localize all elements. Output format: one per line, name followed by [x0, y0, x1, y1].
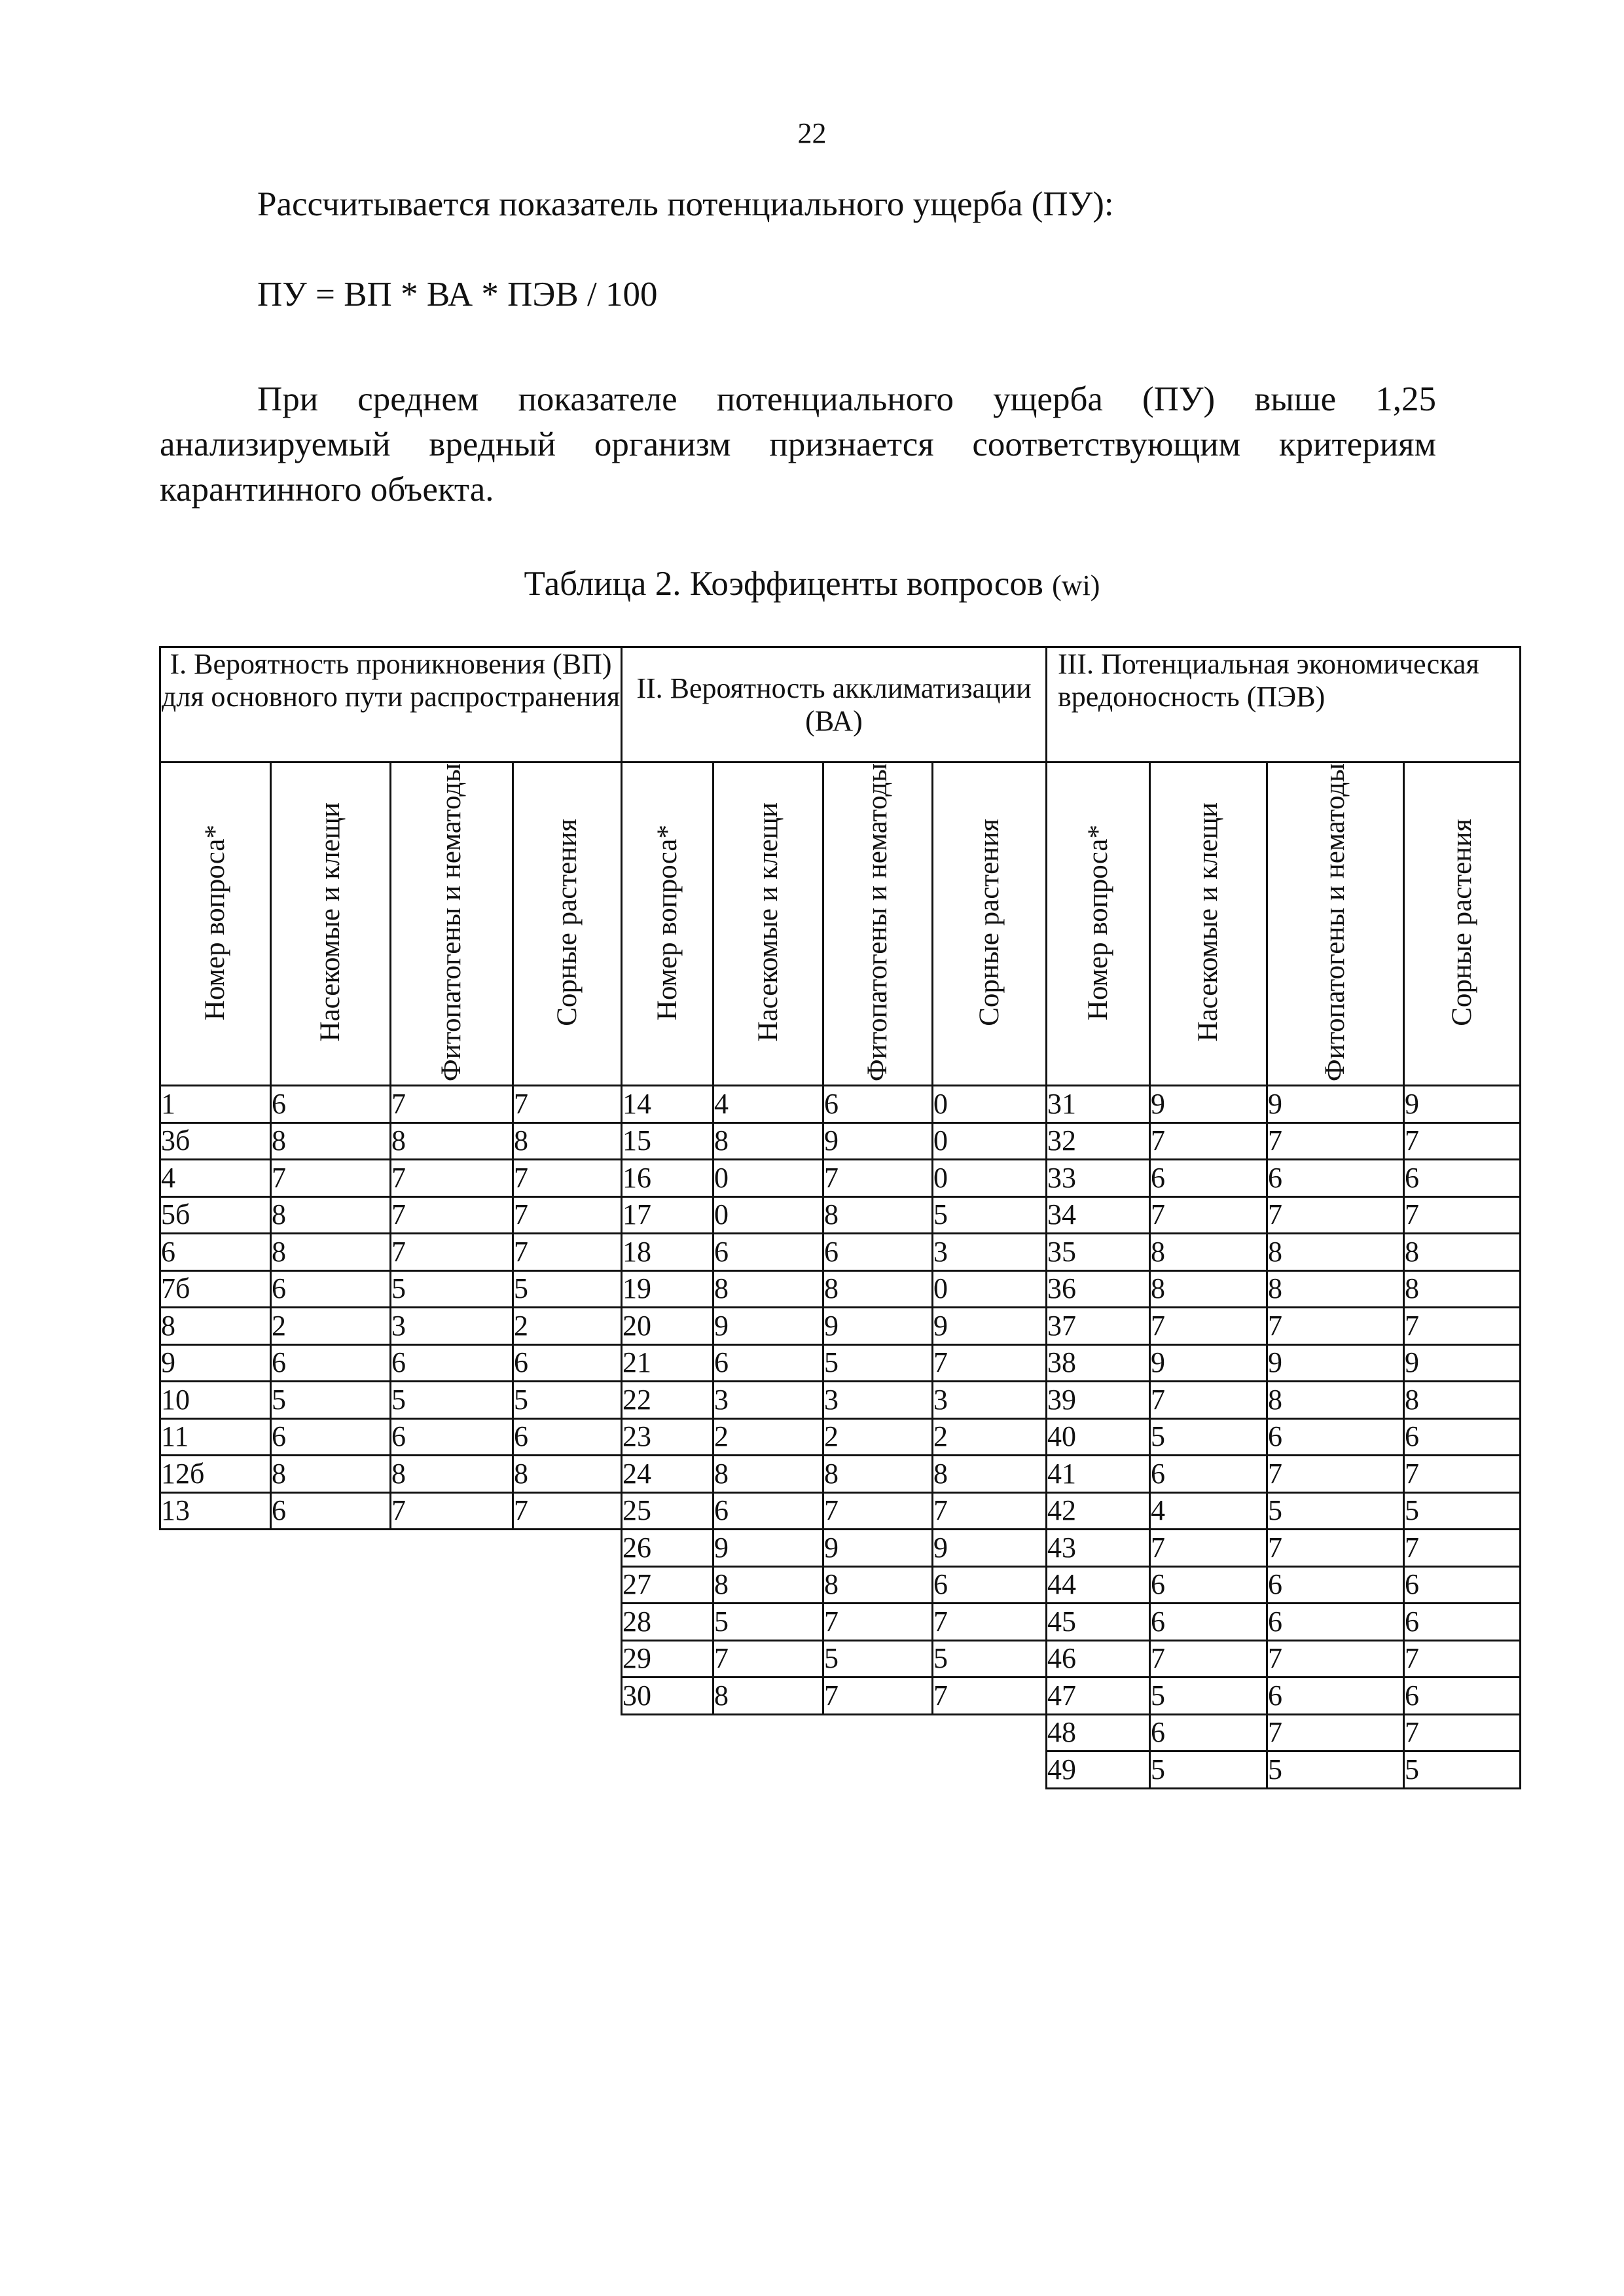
- cell-insects: 3: [713, 1382, 823, 1419]
- cell-question-number: 10: [160, 1382, 271, 1419]
- cell-question-number: 3б: [160, 1122, 271, 1160]
- cell-question-number: 39: [1047, 1382, 1150, 1419]
- cell-question-number: 27: [622, 1566, 713, 1604]
- cell-insects: 7: [271, 1160, 391, 1197]
- cell-insects: 6: [271, 1086, 391, 1123]
- cell-insects: 7: [1150, 1382, 1267, 1419]
- cell-weeds: 7: [933, 1492, 1047, 1530]
- cell-insects: 6: [713, 1234, 823, 1271]
- cell-weeds: 6: [1404, 1604, 1521, 1641]
- cell-question-number: 5б: [160, 1196, 271, 1234]
- cell-question-number: 18: [622, 1234, 713, 1271]
- table-row: [160, 1196, 1521, 1234]
- cell-insects: 9: [713, 1308, 823, 1345]
- cell-question-number: 49: [1047, 1751, 1150, 1789]
- cell-phytopathogens: 7: [391, 1492, 513, 1530]
- cell-question-number: 20: [622, 1308, 713, 1345]
- cell-weeds: 6: [1404, 1566, 1521, 1604]
- cell-question-number: 30: [622, 1677, 713, 1715]
- formula: ПУ = ВП * ВА * ПЭВ / 100: [257, 276, 658, 314]
- cell-weeds: 5: [933, 1196, 1047, 1234]
- table-row: [160, 1344, 1521, 1382]
- cell-phytopathogens: 5: [1267, 1751, 1404, 1789]
- cell-insects: 6: [271, 1492, 391, 1530]
- table-row: [160, 1677, 1521, 1715]
- cell-weeds: 3: [933, 1234, 1047, 1271]
- cell-insects: 8: [271, 1456, 391, 1493]
- cell-phytopathogens: 8: [823, 1566, 933, 1604]
- column-header-row: [160, 762, 1521, 1086]
- empty-cell: [160, 1714, 622, 1751]
- cell-insects: 6: [1150, 1566, 1267, 1604]
- table-row: [160, 1382, 1521, 1419]
- cell-weeds: 5: [1404, 1492, 1521, 1530]
- cell-insects: 2: [271, 1308, 391, 1345]
- cell-question-number: 26: [622, 1530, 713, 1567]
- cell-phytopathogens: 3: [391, 1308, 513, 1345]
- cell-question-number: 41: [1047, 1456, 1150, 1493]
- cell-insects: 8: [713, 1677, 823, 1715]
- cell-question-number: 32: [1047, 1122, 1150, 1160]
- cell-phytopathogens: 5: [1267, 1492, 1404, 1530]
- table-row: [160, 1308, 1521, 1345]
- cell-phytopathogens: 7: [1267, 1196, 1404, 1234]
- cell-weeds: 8: [933, 1456, 1047, 1493]
- col-header-weeds: Сорные растения: [933, 762, 1047, 1086]
- cell-phytopathogens: 7: [1267, 1640, 1404, 1677]
- col-header-insects: Насекомые и клещи: [713, 762, 823, 1086]
- cell-insects: 0: [713, 1160, 823, 1197]
- cell-insects: 8: [271, 1196, 391, 1234]
- col-header-weeds: Сорные растения: [1404, 762, 1521, 1086]
- cell-phytopathogens: 7: [1267, 1714, 1404, 1751]
- cell-weeds: 0: [933, 1160, 1047, 1197]
- cell-insects: 9: [1150, 1344, 1267, 1382]
- cell-phytopathogens: 3: [823, 1382, 933, 1419]
- cell-question-number: 15: [622, 1122, 713, 1160]
- cell-question-number: 29: [622, 1640, 713, 1677]
- cell-phytopathogens: 7: [391, 1086, 513, 1123]
- cell-question-number: 44: [1047, 1566, 1150, 1604]
- cell-insects: 6: [1150, 1456, 1267, 1493]
- group-header-pev: III. Потенциальная экономическая вредоносность (ПЭВ): [1047, 647, 1521, 762]
- table-row: [160, 1160, 1521, 1197]
- cell-phytopathogens: 7: [391, 1160, 513, 1197]
- cell-phytopathogens: 8: [823, 1196, 933, 1234]
- cell-weeds: 5: [513, 1270, 622, 1308]
- col-header-weeds: Сорные растения: [513, 762, 622, 1086]
- formula-intro: Рассчитывается показатель потенциального ущерба (ПУ):: [257, 185, 1114, 223]
- cell-weeds: 3: [933, 1382, 1047, 1419]
- group-header-vp: I. Вероятность проникновения (ВП) для основного пути распространения: [160, 647, 622, 762]
- cell-insects: 7: [1150, 1196, 1267, 1234]
- cell-insects: 6: [271, 1270, 391, 1308]
- cell-insects: 2: [713, 1418, 823, 1456]
- cell-weeds: 7: [933, 1677, 1047, 1715]
- cell-weeds: 8: [1404, 1382, 1521, 1419]
- cell-phytopathogens: 8: [391, 1456, 513, 1493]
- table-row: [160, 1640, 1521, 1677]
- cell-question-number: 23: [622, 1418, 713, 1456]
- cell-insects: 8: [271, 1122, 391, 1160]
- cell-phytopathogens: 7: [823, 1492, 933, 1530]
- cell-insects: 8: [713, 1270, 823, 1308]
- group-header-va: II. Вероятность акклиматизации (ВА): [622, 647, 1047, 762]
- table-row: [160, 1270, 1521, 1308]
- cell-phytopathogens: 2: [823, 1418, 933, 1456]
- cell-phytopathogens: 6: [1267, 1604, 1404, 1641]
- cell-question-number: 1: [160, 1086, 271, 1123]
- cell-question-number: 36: [1047, 1270, 1150, 1308]
- cell-insects: 7: [1150, 1308, 1267, 1345]
- table-row: [160, 1086, 1521, 1123]
- table-row: [160, 1566, 1521, 1604]
- cell-weeds: 7: [933, 1604, 1047, 1641]
- cell-phytopathogens: 7: [391, 1196, 513, 1234]
- cell-question-number: 9: [160, 1344, 271, 1382]
- cell-phytopathogens: 6: [1267, 1677, 1404, 1715]
- criterion-paragraph: При среднем показателе потенциального ущерба (ПУ) выше 1,25 анализируемый вредный организм признается соответствующим критериям карантинного объекта.: [160, 380, 1436, 509]
- empty-cell: [160, 1604, 622, 1641]
- col-header-question-number: Номер вопроса*: [160, 762, 271, 1086]
- cell-weeds: 0: [933, 1122, 1047, 1160]
- cell-phytopathogens: 7: [1267, 1530, 1404, 1567]
- cell-insects: 8: [713, 1566, 823, 1604]
- cell-insects: 7: [713, 1640, 823, 1677]
- cell-question-number: 19: [622, 1270, 713, 1308]
- cell-insects: 8: [713, 1122, 823, 1160]
- empty-cell: [160, 1751, 622, 1789]
- cell-insects: 5: [1150, 1418, 1267, 1456]
- cell-weeds: 7: [513, 1492, 622, 1530]
- cell-question-number: 48: [1047, 1714, 1150, 1751]
- cell-insects: 8: [1150, 1234, 1267, 1271]
- cell-weeds: 7: [1404, 1196, 1521, 1234]
- cell-weeds: 7: [513, 1196, 622, 1234]
- cell-question-number: 35: [1047, 1234, 1150, 1271]
- cell-phytopathogens: 9: [823, 1122, 933, 1160]
- empty-cell: [160, 1566, 622, 1604]
- cell-weeds: 8: [1404, 1234, 1521, 1271]
- col-header-question-number: Номер вопроса*: [622, 762, 713, 1086]
- cell-question-number: 28: [622, 1604, 713, 1641]
- cell-insects: 5: [713, 1604, 823, 1641]
- cell-question-number: 34: [1047, 1196, 1150, 1234]
- cell-phytopathogens: 7: [823, 1604, 933, 1641]
- cell-weeds: 8: [1404, 1270, 1521, 1308]
- cell-weeds: 2: [933, 1418, 1047, 1456]
- cell-question-number: 17: [622, 1196, 713, 1234]
- cell-phytopathogens: 8: [1267, 1234, 1404, 1271]
- cell-weeds: 7: [513, 1160, 622, 1197]
- cell-phytopathogens: 6: [1267, 1566, 1404, 1604]
- cell-question-number: 46: [1047, 1640, 1150, 1677]
- cell-question-number: 45: [1047, 1604, 1150, 1641]
- table-row: [160, 1714, 1521, 1751]
- cell-insects: 6: [1150, 1604, 1267, 1641]
- cell-phytopathogens: 8: [1267, 1270, 1404, 1308]
- cell-phytopathogens: 6: [391, 1344, 513, 1382]
- cell-weeds: 7: [933, 1344, 1047, 1382]
- cell-phytopathogens: 8: [391, 1122, 513, 1160]
- cell-weeds: 7: [513, 1086, 622, 1123]
- cell-question-number: 13: [160, 1492, 271, 1530]
- cell-insects: 6: [271, 1418, 391, 1456]
- cell-weeds: 6: [513, 1344, 622, 1382]
- cell-question-number: 37: [1047, 1308, 1150, 1345]
- cell-insects: 4: [713, 1086, 823, 1123]
- cell-phytopathogens: 5: [823, 1344, 933, 1382]
- cell-phytopathogens: 8: [823, 1456, 933, 1493]
- cell-insects: 5: [1150, 1751, 1267, 1789]
- cell-weeds: 7: [1404, 1122, 1521, 1160]
- cell-insects: 4: [1150, 1492, 1267, 1530]
- cell-question-number: 22: [622, 1382, 713, 1419]
- cell-question-number: 11: [160, 1418, 271, 1456]
- table-row: [160, 1234, 1521, 1271]
- cell-insects: 8: [271, 1234, 391, 1271]
- cell-weeds: 9: [933, 1530, 1047, 1567]
- cell-phytopathogens: 7: [391, 1234, 513, 1271]
- table-row: [160, 1122, 1521, 1160]
- table-row: [160, 1456, 1521, 1493]
- cell-insects: 6: [713, 1492, 823, 1530]
- cell-insects: 6: [1150, 1160, 1267, 1197]
- cell-phytopathogens: 9: [823, 1308, 933, 1345]
- cell-insects: 9: [713, 1530, 823, 1567]
- cell-weeds: 8: [513, 1456, 622, 1493]
- cell-question-number: 43: [1047, 1530, 1150, 1567]
- table-caption-text: Таблица 2. Коэффиценты вопросов: [524, 565, 1043, 603]
- cell-question-number: 47: [1047, 1677, 1150, 1715]
- col-header-phytopathogens: Фитопатогены и нематоды: [823, 762, 933, 1086]
- cell-phytopathogens: 7: [1267, 1456, 1404, 1493]
- cell-question-number: 25: [622, 1492, 713, 1530]
- table-row: [160, 1751, 1521, 1789]
- page-number: 22: [797, 117, 827, 149]
- cell-weeds: 7: [1404, 1308, 1521, 1345]
- cell-phytopathogens: 9: [823, 1530, 933, 1567]
- cell-insects: 5: [1150, 1677, 1267, 1715]
- empty-cell: [622, 1751, 1047, 1789]
- cell-question-number: 4: [160, 1160, 271, 1197]
- cell-weeds: 7: [1404, 1640, 1521, 1677]
- cell-phytopathogens: 8: [823, 1270, 933, 1308]
- cell-weeds: 9: [1404, 1086, 1521, 1123]
- cell-weeds: 7: [1404, 1530, 1521, 1567]
- cell-weeds: 6: [513, 1418, 622, 1456]
- cell-weeds: 6: [1404, 1677, 1521, 1715]
- cell-weeds: 8: [513, 1122, 622, 1160]
- table-row: [160, 1530, 1521, 1567]
- cell-weeds: 7: [513, 1234, 622, 1271]
- cell-phytopathogens: 9: [1267, 1086, 1404, 1123]
- cell-insects: 7: [1150, 1640, 1267, 1677]
- cell-weeds: 2: [513, 1308, 622, 1345]
- cell-phytopathogens: 7: [823, 1677, 933, 1715]
- cell-weeds: 7: [1404, 1456, 1521, 1493]
- table-caption: [0, 564, 1624, 603]
- cell-insects: 9: [1150, 1086, 1267, 1123]
- empty-cell: [622, 1714, 1047, 1751]
- cell-weeds: 5: [1404, 1751, 1521, 1789]
- cell-weeds: 6: [1404, 1418, 1521, 1456]
- cell-weeds: 5: [513, 1382, 622, 1419]
- cell-insects: 6: [271, 1344, 391, 1382]
- cell-question-number: 12б: [160, 1456, 271, 1493]
- group-header-row: [160, 647, 1521, 762]
- col-header-insects: Насекомые и клещи: [271, 762, 391, 1086]
- cell-question-number: 6: [160, 1234, 271, 1271]
- cell-phytopathogens: 6: [1267, 1418, 1404, 1456]
- cell-weeds: 9: [1404, 1344, 1521, 1382]
- table-row: [160, 1418, 1521, 1456]
- empty-cell: [160, 1640, 622, 1677]
- cell-weeds: 7: [1404, 1714, 1521, 1751]
- cell-phytopathogens: 9: [1267, 1344, 1404, 1382]
- cell-phytopathogens: 6: [391, 1418, 513, 1456]
- col-header-phytopathogens: Фитопатогены и нематоды: [391, 762, 513, 1086]
- cell-weeds: 6: [1404, 1160, 1521, 1197]
- table-caption-suffix: (wi): [1052, 569, 1100, 601]
- cell-question-number: 21: [622, 1344, 713, 1382]
- cell-question-number: 31: [1047, 1086, 1150, 1123]
- col-header-question-number: Номер вопроса*: [1047, 762, 1150, 1086]
- cell-phytopathogens: 6: [823, 1086, 933, 1123]
- cell-question-number: 7б: [160, 1270, 271, 1308]
- cell-weeds: 5: [933, 1640, 1047, 1677]
- cell-weeds: 9: [933, 1308, 1047, 1345]
- cell-phytopathogens: 5: [823, 1640, 933, 1677]
- cell-question-number: 38: [1047, 1344, 1150, 1382]
- empty-cell: [160, 1677, 622, 1715]
- cell-question-number: 8: [160, 1308, 271, 1345]
- empty-cell: [160, 1530, 622, 1567]
- cell-question-number: 42: [1047, 1492, 1150, 1530]
- cell-insects: 7: [1150, 1530, 1267, 1567]
- cell-insects: 8: [1150, 1270, 1267, 1308]
- cell-insects: 7: [1150, 1122, 1267, 1160]
- cell-phytopathogens: 6: [1267, 1160, 1404, 1197]
- cell-phytopathogens: 6: [823, 1234, 933, 1271]
- cell-phytopathogens: 7: [1267, 1308, 1404, 1345]
- coefficients-table: [159, 646, 1521, 1789]
- table-row: [160, 1604, 1521, 1641]
- cell-question-number: 14: [622, 1086, 713, 1123]
- cell-insects: 6: [1150, 1714, 1267, 1751]
- cell-weeds: 6: [933, 1566, 1047, 1604]
- cell-phytopathogens: 5: [391, 1270, 513, 1308]
- table-row: [160, 1492, 1521, 1530]
- cell-insects: 5: [271, 1382, 391, 1419]
- cell-weeds: 0: [933, 1086, 1047, 1123]
- cell-question-number: 24: [622, 1456, 713, 1493]
- cell-question-number: 40: [1047, 1418, 1150, 1456]
- cell-insects: 8: [713, 1456, 823, 1493]
- cell-weeds: 0: [933, 1270, 1047, 1308]
- cell-phytopathogens: 7: [823, 1160, 933, 1197]
- cell-question-number: 33: [1047, 1160, 1150, 1197]
- cell-insects: 6: [713, 1344, 823, 1382]
- cell-phytopathogens: 7: [1267, 1122, 1404, 1160]
- cell-question-number: 16: [622, 1160, 713, 1197]
- cell-insects: 0: [713, 1196, 823, 1234]
- cell-phytopathogens: 8: [1267, 1382, 1404, 1419]
- col-header-phytopathogens: Фитопатогены и нематоды: [1267, 762, 1404, 1086]
- cell-phytopathogens: 5: [391, 1382, 513, 1419]
- col-header-insects: Насекомые и клещи: [1150, 762, 1267, 1086]
- table-body: [160, 1086, 1521, 1789]
